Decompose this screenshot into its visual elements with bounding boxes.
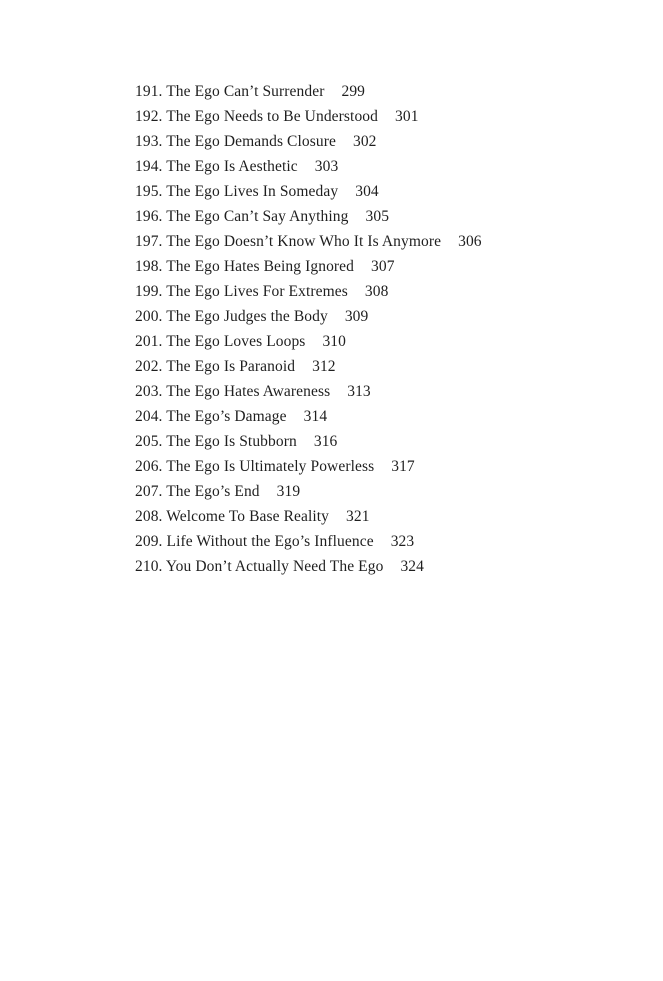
toc-entry[interactable] xyxy=(135,129,623,154)
toc-entry[interactable] xyxy=(135,429,623,454)
toc-entry-title: 191. The Ego Can’t Surrender xyxy=(135,83,325,100)
toc-entry-title: 197. The Ego Doesn’t Know Who It Is Anymore xyxy=(135,233,442,250)
toc-entry-title: 204. The Ego’s Damage xyxy=(135,408,287,425)
toc-entry[interactable] xyxy=(135,504,623,529)
toc-entry-page-number: 319 xyxy=(276,483,301,500)
toc-entry-title: 199. The Ego Lives For Extremes xyxy=(135,283,348,300)
toc-entry[interactable] xyxy=(135,479,623,504)
toc-entry-title: 195. The Ego Lives In Someday xyxy=(135,183,339,200)
toc-entry-page-number: 323 xyxy=(390,533,415,550)
toc-entry[interactable] xyxy=(135,454,623,479)
toc-entry[interactable] xyxy=(135,304,623,329)
toc-entry-title: 200. The Ego Judges the Body xyxy=(135,308,328,325)
toc-entry-page-number: 316 xyxy=(313,433,338,450)
toc-entry-title: 206. The Ego Is Ultimately Powerless xyxy=(135,458,375,475)
toc-entry-title: 194. The Ego Is Aesthetic xyxy=(135,158,298,175)
toc-entry[interactable] xyxy=(135,554,623,579)
toc-entry[interactable] xyxy=(135,254,623,279)
toc-entry-page-number: 302 xyxy=(352,133,377,150)
toc-entry-title: 210. You Don’t Actually Need The Ego xyxy=(135,558,384,575)
toc-entry-page-number: 304 xyxy=(355,183,379,200)
toc-entry[interactable] xyxy=(135,354,623,379)
toc-entry[interactable] xyxy=(135,179,623,204)
toc-entry-title: 198. The Ego Hates Being Ignored xyxy=(135,258,355,275)
toc-entry-page-number: 314 xyxy=(303,408,328,425)
toc-entry-title: 202. The Ego Is Paranoid xyxy=(135,358,296,375)
toc-entry[interactable] xyxy=(135,329,623,354)
toc-entry-title: 203. The Ego Hates Awareness xyxy=(135,383,331,400)
toc-entry[interactable] xyxy=(135,229,623,254)
toc-entry[interactable] xyxy=(135,154,623,179)
toc-entry-page-number: 299 xyxy=(341,83,366,100)
toc-entry-page-number: 313 xyxy=(347,383,371,400)
toc-entry-page-number: 306 xyxy=(458,233,482,250)
toc-entry-page-number: 305 xyxy=(365,208,390,225)
toc-entry[interactable] xyxy=(135,79,623,104)
toc-entry-page-number: 309 xyxy=(344,308,369,325)
toc-entry-title: 196. The Ego Can’t Say Anything xyxy=(135,208,349,225)
toc-entry-title: 208. Welcome To Base Reality xyxy=(135,508,330,525)
toc-entry[interactable] xyxy=(135,379,623,404)
table-of-contents xyxy=(135,79,623,579)
toc-entry-page-number: 303 xyxy=(314,158,339,175)
toc-entry-title: 207. The Ego’s End xyxy=(135,483,260,500)
toc-entry-page-number: 307 xyxy=(371,258,395,275)
toc-entry-page-number: 301 xyxy=(395,108,419,125)
toc-entry-page-number: 308 xyxy=(364,283,389,300)
toc-entry-page-number: 321 xyxy=(346,508,370,525)
toc-entry[interactable] xyxy=(135,279,623,304)
toc-entry-title: 209. Life Without the Ego’s Influence xyxy=(135,533,374,550)
toc-entry-page-number: 317 xyxy=(391,458,415,475)
toc-entry-title: 201. The Ego Loves Loops xyxy=(135,333,306,350)
toc-entry-page-number: 324 xyxy=(400,558,424,575)
toc-entry[interactable] xyxy=(135,204,623,229)
toc-entry[interactable] xyxy=(135,104,623,129)
toc-entry[interactable] xyxy=(135,529,623,554)
toc-entry-page-number: 312 xyxy=(312,358,336,375)
toc-entry-title: 193. The Ego Demands Closure xyxy=(135,133,336,150)
toc-entry-title: 192. The Ego Needs to Be Understood xyxy=(135,108,378,125)
toc-entry-page-number: 310 xyxy=(322,333,347,350)
toc-entry-title: 205. The Ego Is Stubborn xyxy=(135,433,297,450)
toc-entry[interactable] xyxy=(135,404,623,429)
